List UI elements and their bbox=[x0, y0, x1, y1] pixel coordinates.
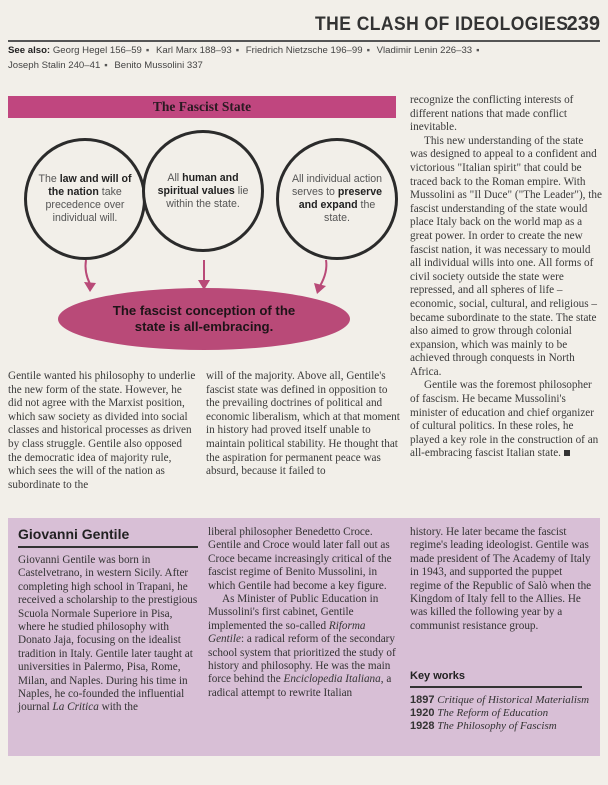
body-paragraph: Gentile was the foremost philosopher of fascism. He became Mussolini's minister of education and chief organizer of cultural politics. In these roles, he played a key role in the construction of an all-embracing fascist Italian state. bbox=[410, 379, 599, 460]
see-also: See also: Georg Hegel 156–59 ▪ Karl Marx 188–93 ▪ Friedrich Nietzsche 196–99 ▪ Vladimir Lenin 226–33 ▪ Joseph Stalin 240–41 ▪ Benito Mussolini 337 bbox=[8, 45, 480, 71]
diagram-circle-individual-action: All individual action serves to preserve and expand the state. bbox=[276, 138, 398, 260]
biography-column-1: Giovanni Gentile was born in Castelvetrano, in western Sicily. After completing high school in Trapani, he received a scholarship to the prestigious Scuola Normale Superiore in Pisa, where he studied philosophy with Donato Jaja, focusing on the idealist tradition in Italy. Gentile later taught at universities in Palermo, Pisa, Rome, Milan, and Naples. During his time in Naples, he co-founded the influential journal La Critica with the bbox=[18, 554, 198, 714]
biography-column-3: history. He later became the fascist regime's leading ideologist. Gentile was made president of The Academy of Italy in 1943, and supported the puppet regime of the Republic of Salò when the Kingdom of Italy fell to the Allies. He was killed the following year by a communist resistance group. bbox=[410, 526, 592, 632]
key-work-item: 1897 Critique of Historical Materialism bbox=[410, 694, 590, 706]
diagram-banner: The Fascist State bbox=[8, 96, 396, 118]
diagram-circle-values: All human and spiritual values lie within the state. bbox=[142, 130, 264, 252]
page-number: 239 bbox=[566, 13, 600, 35]
end-mark bbox=[564, 450, 570, 456]
biography-column-2: liberal philosopher Benedetto Croce. Gentile and Croce would later fall out as Croce became increasingly critical of the fascist regime of Benito Mussolini, in which Gentile had become a key figure. As Minister of Public Education in Mussolini's first cabinet, Gentile implemented the so-called Riforma Gentile: a radical reform of the secondary school system that prioritized the study of history and philosophy. He was the main force behind the Enciclopedia Italiana, a radical attempt to rewrite Italian bbox=[208, 526, 396, 699]
running-header-title: THE CLASH OF IDEOLOGIES bbox=[314, 14, 568, 35]
see-also-item: Friedrich Nietzsche 196–99 bbox=[245, 45, 363, 56]
see-also-label: See also: bbox=[8, 45, 51, 56]
body-column-2: will of the majority. Above all, Gentile's fascist state was defined in opposition to the prevailing doctrines of political and economic liberalism, which at that moment in history had proved itself unable to maintain political stability. He thought that the aspiration for permanent peace was absurd, because it failed to bbox=[206, 370, 400, 478]
fascist-state-diagram bbox=[8, 92, 400, 358]
key-work-item: 1920 The Reform of Education bbox=[410, 707, 549, 720]
body-column-3 bbox=[410, 94, 602, 461]
header-rule bbox=[8, 40, 600, 42]
key-work-item: 1928 The Philosophy of Fascism bbox=[410, 720, 557, 733]
diagram-conclusion-oval: The fascist conception of the state is all-embracing. bbox=[58, 288, 350, 350]
body-paragraph: recognize the conflicting interests of different nations that made conflict inevitable. bbox=[410, 94, 574, 134]
key-works-list bbox=[410, 694, 596, 734]
body-paragraph: This new understanding of the state was designed to appeal to a confident and victorious "Italian spirit" that could be traced back to the Roman empire. With Mussolini as "Il Duce" ("The Leader"), the fascist understanding of the state would place Italy back on the world map as a great power. In order to create the new fascist nation, it was necessary to mould all individual wills into one. All forms of civil society outside the state were repressed, and all spheres of life – economic, social, cultural, and religious – became subordinate to the state. The state also aimed to grow through colonial expansion, which was mainly to be achieved through conquests in North Africa. bbox=[410, 134, 602, 378]
see-also-item: Karl Marx 188–93 bbox=[155, 45, 232, 56]
key-works-rule bbox=[410, 686, 582, 688]
see-also-item: Benito Mussolini 337 bbox=[114, 59, 203, 71]
see-also-item: Georg Hegel 156–59 bbox=[52, 45, 142, 56]
key-works-title: Key works bbox=[410, 670, 466, 682]
diagram-circle-national-will: The law and will of the nation take precedence over individual will. bbox=[24, 138, 146, 260]
biography-title-rule bbox=[18, 546, 198, 548]
body-column-1: Gentile wanted his philosophy to underlie the new form of the state. However, he did not agree with the Marxist position, which saw society as divided into social classes and historical processes as driven by class struggle. Gentile also opposed the democratic idea of majority rule, which sees the will of the nation as subordinate to the bbox=[8, 370, 196, 491]
see-also-item: Vladimir Lenin 226–33 bbox=[376, 45, 473, 56]
biography-title: Giovanni Gentile bbox=[18, 526, 130, 542]
see-also-item: Joseph Stalin 240–41 bbox=[8, 59, 101, 71]
